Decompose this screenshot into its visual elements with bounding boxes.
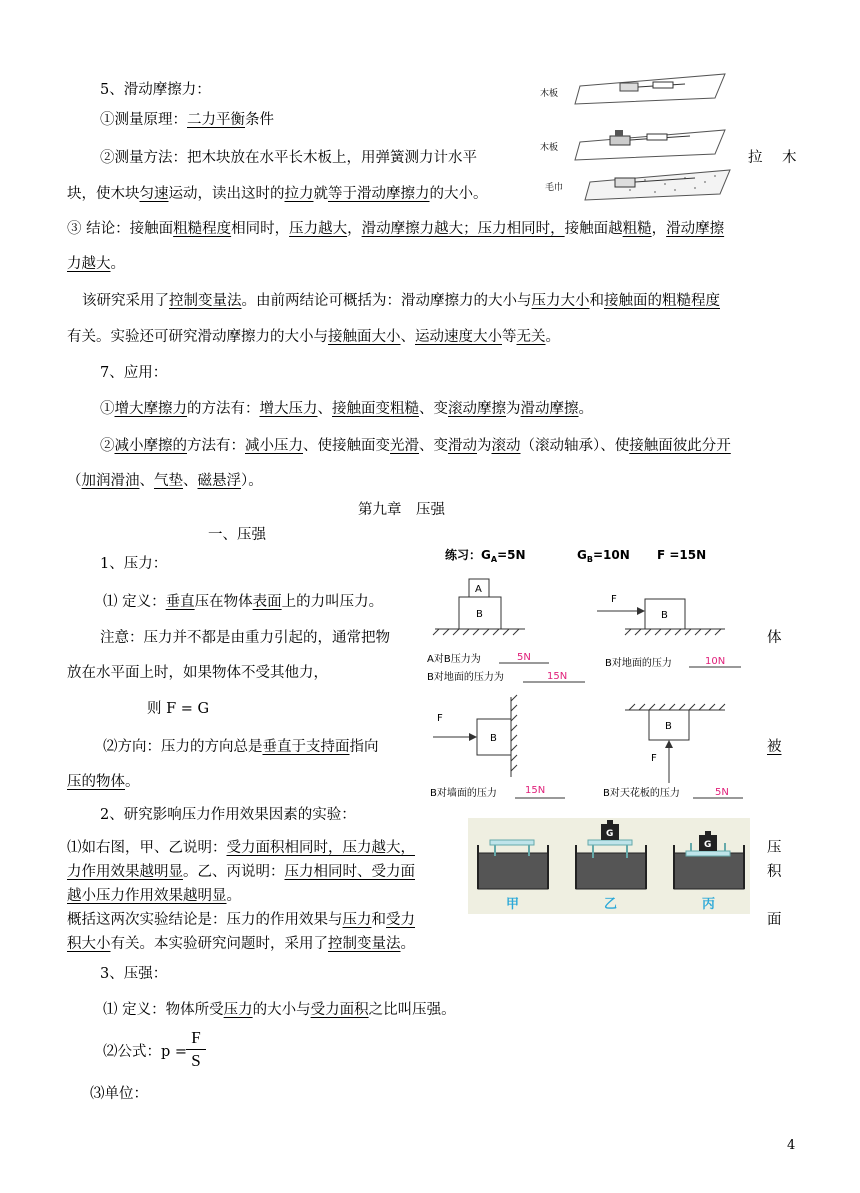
measure-principle: ①测量原理：二力平衡条件 (100, 112, 274, 128)
research-line1: 该研究采用了控制变量法。由前两结论可概括为：滑动摩擦力的大小与压力大小和接触面的粗糙程度 (82, 293, 720, 309)
q-b-on-ground-2: B对地面的压力 (605, 658, 672, 669)
case-a-on-b (427, 579, 585, 683)
pressure-definition-line: ⑴ 定义：物体所受压力的大小与受力面积之比叫压强。 (103, 1002, 456, 1018)
practice-title-gb: $G_B=10N$ (577, 548, 630, 564)
svg-text:B: B (665, 721, 672, 732)
page-number: 4 (787, 1138, 796, 1153)
q-a-on-b: A对B压力为 (427, 654, 481, 665)
svg-text:G: G (704, 840, 712, 850)
svg-text:A: A (475, 584, 482, 595)
formula-numerator: F (191, 1028, 201, 1047)
svg-text:B: B (661, 610, 668, 621)
towel-surface (585, 170, 730, 200)
formula-denominator: S (191, 1051, 201, 1070)
experiment-line1-right: 压 (767, 840, 782, 856)
answer-b-on-ceiling: 5N (715, 787, 729, 798)
wooden-block-1 (620, 83, 638, 91)
pressure-practice-figure (425, 545, 765, 803)
measure-method-right2: 木 (782, 150, 797, 166)
note-line2: 放在水平面上时，如果物体不受其他力， (67, 665, 328, 681)
case-push-on-ceiling (603, 704, 743, 799)
direction-line2: 压的物体。 (67, 774, 140, 790)
note-line3: 则 F = G (147, 701, 210, 717)
practice-title-f: F =15N (657, 548, 707, 562)
measure-method-line1: ②测量方法：把木块放在水平长木板上，用弹簧测力计水平 (100, 150, 477, 166)
sponge-1 (478, 853, 548, 889)
sponge-2 (576, 853, 646, 889)
sponge-3 (674, 853, 744, 889)
formula-label: ⑵公式：p = (103, 1044, 188, 1060)
answer-b-on-wall: 15N (525, 785, 546, 796)
label-board-2: 木板 (540, 143, 559, 153)
svg-text:F: F (651, 753, 657, 764)
experiment-line1: ⑴如右图，甲、乙说明：受力面积相同时，压力越大， (67, 840, 415, 856)
sponge-experiment-figure (468, 818, 750, 914)
increase-friction-line: ①增大摩擦力的方法有：增大压力、接触面变粗糙、变滚动摩擦为滑动摩擦。 (100, 401, 593, 417)
pressure-force-heading: 1、压力： (100, 556, 168, 572)
experiment-summary-line2: 积大小有关。本实验研究问题时，采用了控制变量法。 (67, 936, 415, 952)
q-b-on-ceiling: B对天花板的压力 (603, 788, 680, 799)
table-top-3 (686, 851, 730, 856)
unit-label: ⑶单位： (90, 1086, 148, 1102)
experiment-line3: 越小压力作用效果越明显。 (67, 888, 241, 904)
sec7-title: 7、应用： (100, 365, 168, 381)
measure-method-line2: 块，使木块匀速运动，读出这时的拉力就等于滑动摩擦力的大小。 (67, 186, 488, 202)
note-line1: 注意：压力并不都是由重力引起的，通常把物 (100, 630, 390, 646)
pressure-definition: ⑴ 定义：垂直压在物体表面上的力叫压力。 (103, 594, 384, 610)
research-line2: 有关。实验还可研究滑动摩擦力的大小与接触面大小、运动速度大小等无关。 (67, 329, 560, 345)
reduce-friction-line1: ②减小摩擦的方法有：减小压力、使接触面变光滑、变滑动为滚动（滚动轴承）、使接触面彼此分开 (100, 438, 731, 454)
experiment-summary-line1: 概括这两次实验结论是：压力的作用效果与压力和受力 (67, 912, 415, 928)
experiment-summary-right: 面 (767, 912, 782, 928)
svg-text:B: B (490, 733, 497, 744)
svg-text:F: F (437, 713, 443, 724)
practice-title-ga: 练习：$G_A=5N$ (445, 548, 526, 564)
note-line1-right: 体 (767, 630, 782, 646)
svg-text:F: F (611, 594, 617, 605)
label-towel: 毛巾 (545, 183, 564, 193)
answer-b-on-ground-2: 10N (705, 656, 726, 667)
reduce-friction-line2: （加润滑油、气垫、磁悬浮）。 (67, 473, 263, 489)
measure-method-right1: 拉 (748, 150, 763, 166)
svg-text:B: B (476, 609, 483, 620)
pressure-heading: 3、压强： (100, 966, 168, 982)
label-board-1: 木板 (540, 89, 559, 99)
conclusion-line2: 力越大。 (67, 256, 125, 272)
weight-on-block (615, 130, 623, 136)
label-yi: 乙 (604, 897, 618, 912)
chapter-title: 第九章 压强 (358, 502, 445, 518)
label-jia: 甲 (506, 897, 520, 912)
wood-board-1 (575, 74, 725, 104)
answer-a-on-b: 5N (517, 652, 531, 663)
sec5-title: 5、滑动摩擦力： (100, 82, 211, 98)
q-b-on-ground: B对地面的压力为 (427, 672, 504, 683)
answer-b-on-ground: 15N (547, 671, 568, 682)
table-top-2 (588, 840, 632, 845)
direction-line1: ⑵方向：压力的方向总是垂直于支持面指向 (103, 739, 379, 755)
experiment-heading: 2、研究影响压力作用效果因素的实验： (100, 807, 356, 823)
q-b-on-wall: B对墙面的压力 (430, 788, 497, 799)
fraction-bar (186, 1049, 206, 1050)
experiment-line2: 力作用效果越明显。乙、丙说明：压力相同时、受力面 (67, 864, 415, 880)
direction-line1-right: 被 (767, 739, 782, 755)
friction-experiment-figure (535, 70, 765, 210)
label-bing: 丙 (702, 897, 716, 912)
case-push-on-ground (597, 594, 741, 669)
wooden-block-3 (615, 178, 635, 187)
section-subtitle: 一、压强 (208, 527, 266, 543)
case-push-on-wall (430, 695, 565, 799)
svg-text:G: G (606, 829, 614, 839)
experiment-line2-right: 积 (767, 864, 782, 880)
pressure-formula (186, 1028, 206, 1071)
table-top-1 (490, 840, 534, 845)
wooden-block-2 (610, 136, 630, 145)
conclusion-line1: ③ 结论：接触面粗糙程度相同时，压力越大，滑动摩擦力越大；压力相同时，接触面越粗糙，滑动摩擦 (67, 221, 725, 237)
